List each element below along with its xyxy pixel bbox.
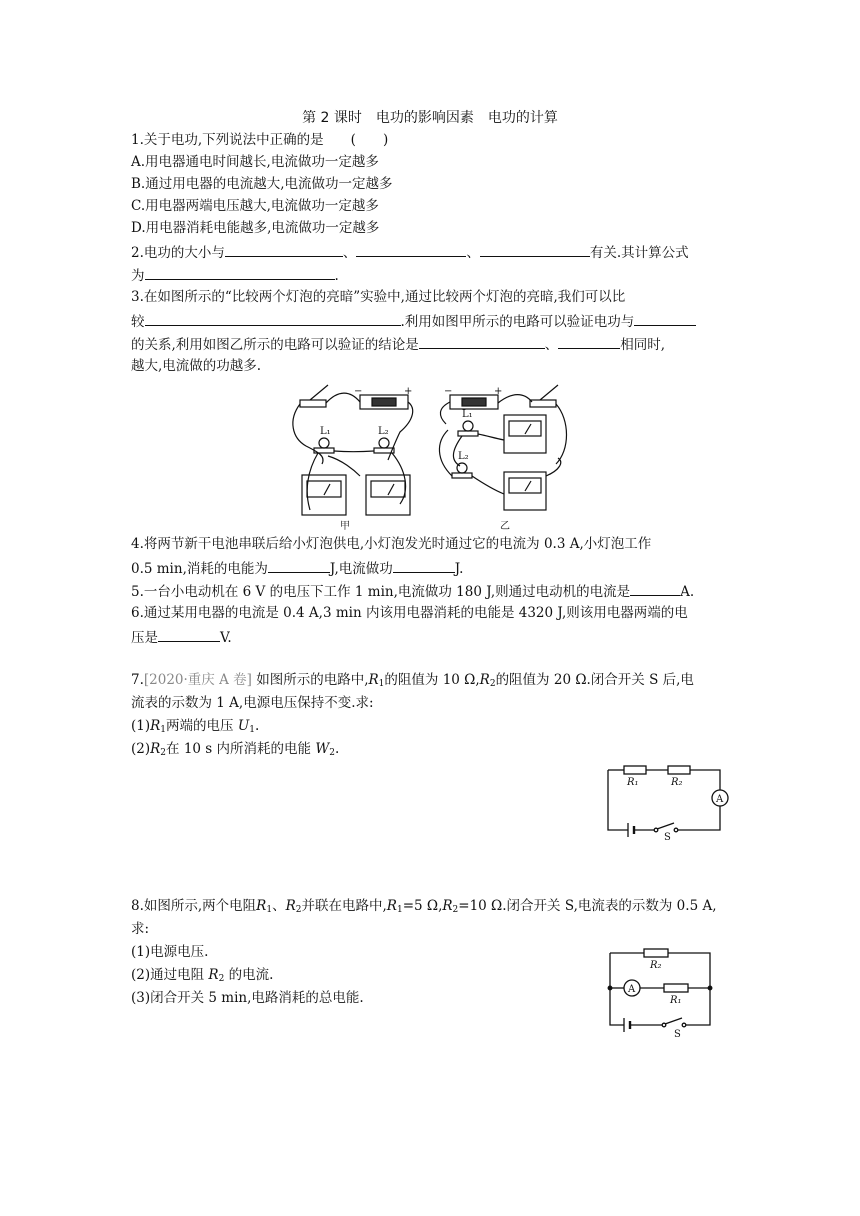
- plus-terminal: +: [494, 386, 503, 397]
- answer-blank[interactable]: [145, 311, 401, 326]
- lamp-bulb-icon: [457, 463, 467, 473]
- lamp-bulb-icon: [319, 438, 329, 448]
- q2-line2: 为 .: [131, 265, 339, 285]
- q1-option-c: C.用电器两端电压越大,电流做功一定越多: [131, 198, 379, 214]
- q1-option-d: D.用电器消耗电能越多,电流做功一定越多: [131, 220, 380, 236]
- r2-label: R₂: [671, 777, 683, 788]
- q7-line1: 7.[2020·重庆 A 卷] 如图所示的电路中$,R_1$的阻值为 10 $\Omega,R_2$的阻值为 20 Ω.闭合开关 S 后,电: [131, 672, 694, 689]
- answer-blank[interactable]: [480, 242, 590, 257]
- q1-option-b: B.通过用电器的电流越大,电流做功一定越多: [131, 176, 393, 192]
- circuit-figure-comparison: [288, 380, 578, 532]
- lamp-label-l2: L₂: [458, 451, 469, 462]
- q8-line1: 8.如图所示,两个电阻$R_1$、$R_2$并联在电路中$,R_1=5$ $\Omega,R_2=10$ Ω.闭合开关 S,电流表的示数为 0.5 A,: [131, 898, 717, 915]
- ammeter-label: A: [628, 984, 636, 995]
- switch-lever-icon: [310, 385, 328, 400]
- resistor-r2-icon: [668, 766, 690, 774]
- answer-blank[interactable]: [145, 265, 335, 280]
- q8-sub2: (2)通过电阻 $R_2$ 的电流.: [131, 967, 274, 984]
- switch-icon: [300, 400, 326, 407]
- answer-blank[interactable]: [393, 558, 455, 573]
- figure-label-jia: 甲: [340, 521, 350, 532]
- q7-sub1: $(1)R_1$两端的电压 $U_1$.: [131, 718, 260, 735]
- q6-line2: 压是 V.: [131, 627, 232, 647]
- q6-line1: 6.通过某用电器的电流是 0.4 A,3 min 内该用电器消耗的电能是 4320 J,则该用电器两端的电: [131, 605, 688, 621]
- q1-stem: 1.关于电功,下列说法中正确的是 ( ): [131, 132, 389, 148]
- source-tag: [2020·重庆 A 卷]: [143, 672, 252, 688]
- r2-label: R₂: [650, 960, 662, 971]
- switch-lever-icon: [540, 385, 558, 400]
- answer-blank[interactable]: [634, 311, 696, 326]
- lamp-label-l2: L₂: [378, 426, 389, 437]
- q3-line4: 越大,电流做的功越多.: [131, 358, 262, 374]
- resistor-r2-icon: [644, 949, 668, 957]
- minus-terminal: −: [354, 386, 363, 397]
- switch-label: S: [674, 1029, 681, 1040]
- q3-line1: 3.在如图所示的“比较两个灯泡的亮暗”实验中,通过比较两个灯泡的亮暗,我们可以比: [131, 289, 626, 305]
- q5-line: 5.一台小电动机在 6 V 的电压下工作 1 min,电流做功 180 J,则通过电动机的电流是 A.: [131, 581, 694, 601]
- lamp-bulb-icon: [379, 438, 389, 448]
- circuit-figure-parallel: [600, 945, 720, 1040]
- lamp-holder-icon: [458, 431, 478, 436]
- battery-cell-icon: [372, 398, 396, 406]
- r1-label: R₁: [627, 777, 639, 788]
- q7-line2: 流表的示数为 1 A,电源电压保持不变.求:: [131, 695, 374, 711]
- answer-blank[interactable]: [158, 627, 220, 642]
- q3-line2: 较 .利用如图甲所示的电路可以验证电功与: [131, 311, 696, 331]
- figure-label-yi: 乙: [500, 521, 510, 532]
- resistor-r1-icon: [664, 984, 688, 992]
- page-title: 第 2 课时 电功的影响因素 电功的计算: [302, 110, 558, 126]
- plus-terminal: +: [404, 386, 413, 397]
- ammeter-label: A: [716, 794, 724, 805]
- answer-blank[interactable]: [225, 242, 343, 257]
- q3-line3: 的关系,利用如图乙所示的电路可以验证的结论是 、 相同时,: [131, 334, 665, 354]
- q8-line2: 求:: [131, 921, 150, 937]
- answer-blank[interactable]: [356, 242, 466, 257]
- q4-line2: 0.5 min,消耗的电能为 J,电流做功 J.: [131, 558, 463, 578]
- minus-terminal: −: [444, 386, 453, 397]
- q8-sub1: (1)电源电压.: [131, 944, 209, 960]
- q1-option-a: A.用电器通电时间越长,电流做功一定越多: [131, 154, 379, 170]
- lamp-bulb-icon: [463, 421, 473, 431]
- switch-label: S: [664, 832, 671, 843]
- lamp-label-l1: L₁: [462, 409, 473, 420]
- r1-label: R₁: [670, 995, 682, 1006]
- q8-sub3: (3)闭合开关 5 min,电路消耗的总电能.: [131, 990, 364, 1006]
- answer-blank[interactable]: [558, 334, 620, 349]
- lamp-holder-icon: [452, 473, 472, 478]
- answer-blank[interactable]: [419, 334, 545, 349]
- q2-line1: 2.电功的大小与 、 、 有关.其计算公式: [131, 242, 689, 262]
- answer-blank[interactable]: [630, 581, 680, 596]
- answer-blank[interactable]: [268, 558, 330, 573]
- circuit-figure-series: [600, 760, 740, 843]
- battery-cell-icon: [462, 398, 486, 406]
- switch-icon: [530, 400, 556, 407]
- q7-sub2: $(2)R_2$在 10 s 内所消耗的电能 $W_2$.: [131, 741, 340, 758]
- q4-line1: 4.将两节新干电池串联后给小灯泡供电,小灯泡发光时通过它的电流为 0.3 A,小灯泡工作: [131, 536, 652, 552]
- lamp-label-l1: L₁: [320, 426, 331, 437]
- resistor-r1-icon: [624, 766, 646, 774]
